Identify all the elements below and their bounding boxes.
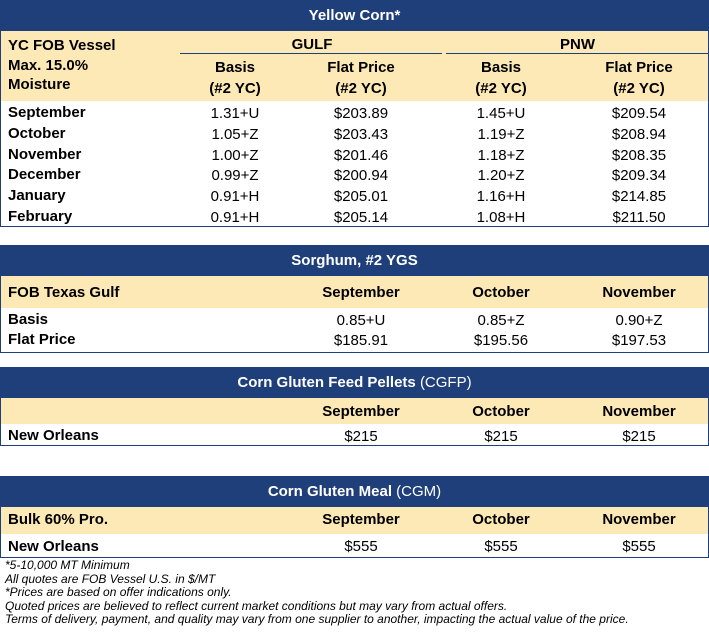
footnote-2: All quotes are FOB Vessel U.S. in $/MT [5, 571, 216, 586]
corn-row-gulf-flat: $205.01 [333, 188, 389, 206]
cgm-title: Corn Gluten Meal [267, 483, 392, 500]
pnw-basis-sub: (#2 YC) [475, 80, 527, 97]
sorghum-flat-oct: $195.56 [473, 332, 529, 349]
corn-row-gulf-basis: 0.91+H [210, 209, 260, 226]
gulf-flat-sub: (#2 YC) [335, 80, 387, 97]
corn-row-gulf-flat: $205.14 [333, 209, 389, 226]
corn-row-pnw-basis: 1.45+U [476, 105, 526, 122]
cgfp-month-2: October [472, 403, 530, 420]
corn-row-pnw-flat: $208.35 [611, 146, 667, 164]
corn-row-pnw-flat: $214.85 [611, 188, 667, 206]
cgfp-abbr: (CGFP) [419, 374, 472, 391]
cgm-value-sep: $555 [344, 538, 378, 555]
corn-row-month: February [8, 208, 73, 225]
cgfp-value-nov: $215 [622, 428, 656, 445]
corn-row-gulf-basis: 1.31+U [210, 105, 260, 122]
gulf-basis-sub: (#2 YC) [209, 80, 261, 97]
corn-label-line-1: YC FOB Vessel [8, 37, 116, 54]
corn-row-month: January [8, 187, 66, 205]
corn-row-month: November [8, 145, 82, 163]
corn-row-pnw-flat: $208.94 [611, 125, 667, 143]
sorghum-basis-sep: 0.85+U [336, 312, 386, 329]
sorghum-month-1: September [322, 284, 400, 301]
cgfp-row-label: New Orleans [8, 427, 99, 444]
sorghum-label: FOB Texas Gulf [8, 284, 120, 301]
sorghum-flat-sep: $185.91 [333, 332, 389, 349]
corn-row-gulf-basis: 0.99+Z [211, 167, 259, 185]
corn-label-line-3: Moisture [8, 76, 71, 93]
corn-row-gulf-flat: $200.94 [333, 167, 389, 185]
cgfp-title-bar [0, 367, 709, 398]
cgm-abbr: (CGM) [396, 483, 442, 500]
sorghum-title: Sorghum, #2 YGS [0, 245, 709, 276]
sorghum-basis-oct: 0.85+Z [477, 312, 525, 329]
cgm-row-label: New Orleans [8, 538, 99, 555]
footnotes [5, 559, 629, 627]
corn-row-pnw-basis: 1.18+Z [477, 146, 525, 164]
pnw-flat-header: Flat Price [605, 59, 673, 76]
corn-row-pnw-flat: $211.50 [612, 209, 666, 226]
corn-row-pnw-basis: 1.20+Z [477, 167, 525, 185]
cgm-value-oct: $555 [484, 538, 518, 555]
corn-row-pnw-flat: $209.54 [611, 105, 667, 122]
corn-label-line-2: Max. 15.0% [8, 57, 89, 74]
corn-row-pnw-basis: 1.19+Z [477, 125, 525, 143]
pnw-basis-header: Basis [480, 59, 522, 76]
corn-row-pnw-basis: 1.16+H [476, 188, 526, 206]
footnote-3: *Prices are based on offer indications only. [5, 585, 232, 599]
cgm-month-2: October [472, 511, 530, 528]
corn-row-gulf-flat: $201.46 [333, 146, 389, 164]
pnw-header: PNW [560, 36, 595, 53]
cgm-title-bar [0, 476, 709, 507]
sorghum-basis-nov: 0.90+Z [615, 312, 663, 329]
sorghum-basis-label: Basis [8, 311, 49, 328]
pnw-underline [446, 53, 708, 54]
cgm-label: Bulk 60% Pro. [8, 511, 109, 528]
corn-row-gulf-flat: $203.43 [333, 125, 389, 143]
sorghum-flat-nov: $197.53 [611, 332, 667, 349]
yellow-corn-title: Yellow Corn* [0, 0, 709, 31]
sorghum-month-2: October [472, 284, 530, 301]
cgfp-title: Corn Gluten Feed Pellets [237, 374, 416, 391]
corn-row-month: September [8, 104, 86, 121]
corn-row-gulf-basis: 1.00+Z [211, 146, 259, 164]
corn-row-month: October [8, 124, 66, 142]
footnote-1: *5-10,000 MT Minimum [5, 558, 130, 572]
footnote-5: Terms of delivery, payment, and quality may vary from one supplier to another, impacting the actual value of the price. [5, 612, 629, 626]
corn-row-month: December [8, 166, 81, 184]
corn-row-gulf-basis: 0.91+H [210, 188, 260, 206]
sorghum-month-3: November [602, 284, 676, 301]
gulf-basis-header: Basis [214, 59, 256, 76]
cgfp-month-1: September [322, 403, 400, 420]
corn-row-gulf-basis: 1.05+Z [211, 125, 259, 143]
gulf-underline [180, 53, 442, 54]
cgfp-month-3: November [602, 403, 676, 420]
cgm-month-3: November [602, 511, 676, 528]
sorghum-flat-label: Flat Price [8, 331, 76, 348]
cgm-value-nov: $555 [622, 538, 656, 555]
corn-row-gulf-flat: $203.89 [333, 105, 389, 122]
corn-row-pnw-flat: $209.34 [611, 167, 667, 185]
pnw-flat-sub: (#2 YC) [613, 80, 665, 97]
cgm-month-1: September [322, 511, 400, 528]
gulf-flat-header: Flat Price [327, 59, 395, 76]
gulf-header: GULF [291, 36, 333, 53]
cgfp-value-sep: $215 [344, 428, 378, 445]
cgfp-value-oct: $215 [484, 428, 518, 445]
footnote-4: Quoted prices are believed to reflect current market conditions but may vary from actual offers. [5, 598, 508, 613]
corn-row-pnw-basis: 1.08+H [476, 209, 526, 226]
